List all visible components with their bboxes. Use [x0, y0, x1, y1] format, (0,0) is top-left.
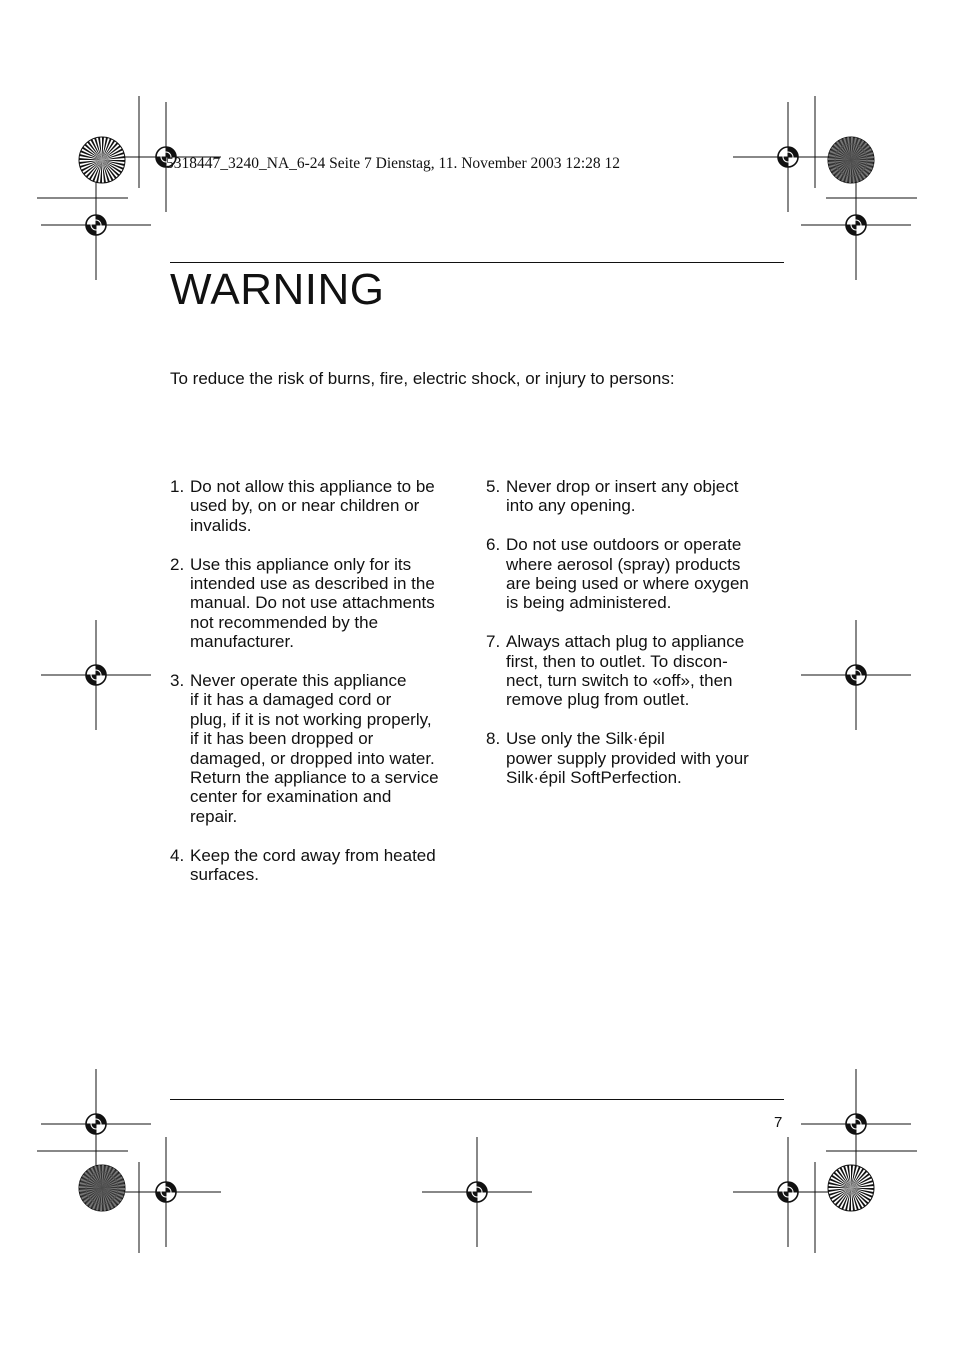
warning-line: where aerosol (spray) products: [506, 554, 741, 574]
warning-item: [486, 535, 786, 613]
warning-line: invalids.: [190, 515, 252, 535]
color-star-target-icon: [828, 137, 874, 183]
warning-text: [190, 671, 470, 826]
registration-target-icon: [733, 102, 843, 212]
warnings-right-column: [486, 477, 786, 807]
registration-target-icon: [41, 1069, 151, 1179]
page-title: WARNING: [170, 265, 385, 314]
warning-number: 5.: [486, 477, 501, 496]
warning-line: Silk·épil SoftPerfection.: [506, 768, 682, 788]
color-star-target-icon: [79, 1165, 125, 1211]
warning-item: [486, 632, 786, 710]
intro-text: To reduce the risk of burns, fire, electric shock, or injury to persons:: [170, 369, 675, 388]
color-star-target-icon: [828, 1165, 874, 1211]
warning-number: 4.: [170, 845, 185, 865]
registration-target-icon: [422, 1137, 532, 1247]
warning-line: plug, if it is not working properly,: [190, 709, 432, 729]
warning-line: Do not use outdoors or operate: [506, 535, 742, 555]
warning-line: remove plug from outlet.: [506, 690, 690, 710]
warning-text: [506, 477, 786, 516]
warning-line: if it has been dropped or: [190, 729, 374, 749]
warning-item: [170, 555, 470, 652]
warning-line: if it has a damaged cord or: [190, 690, 392, 710]
warning-line: is being administered.: [506, 593, 672, 613]
warning-number: 6.: [486, 535, 501, 555]
warning-line: into any opening.: [506, 496, 636, 516]
print-slug: 5318447_3240_NA_6-24 Seite 7 Dienstag, 11. November 2003 12:28 12: [166, 155, 621, 172]
registration-target-icon: [801, 620, 911, 730]
warning-line: power supply provided with your: [506, 748, 749, 768]
warning-line: Use this appliance only for its: [190, 554, 412, 574]
registration-target-icon: [41, 170, 151, 280]
warnings-left-column: [170, 477, 470, 904]
warning-number: 7.: [486, 632, 501, 652]
registration-target-icon: [801, 1069, 911, 1179]
warning-line: intended use as described in the: [190, 574, 435, 594]
warning-line: manufacturer.: [190, 632, 294, 652]
warning-text: [190, 477, 470, 535]
warning-item: [486, 729, 786, 787]
warning-line: used by, on or near children or: [190, 496, 420, 516]
warning-line: manual. Do not use attachments: [190, 593, 435, 613]
warning-text: [506, 729, 786, 787]
warning-line: surfaces.: [190, 865, 259, 885]
warning-item: [170, 477, 470, 535]
warning-line: Never drop or insert any object: [506, 477, 739, 496]
warning-item: [170, 671, 470, 826]
warning-line: Do not allow this appliance to be: [190, 477, 435, 496]
warning-text: [190, 555, 470, 652]
warning-number: 8.: [486, 729, 501, 749]
warning-line: center for examination and: [190, 787, 392, 807]
warning-text: [506, 535, 786, 613]
warning-text: [506, 632, 786, 710]
warning-number: 3.: [170, 671, 185, 691]
warning-item: [486, 477, 786, 516]
warning-line: first, then to outlet. To discon-: [506, 651, 728, 671]
warning-number: 2.: [170, 554, 185, 574]
warning-line: are being used or where oxygen: [506, 574, 749, 594]
registration-target-icon: [111, 1137, 221, 1247]
warning-line: Keep the cord away from heated: [190, 845, 436, 865]
registration-target-icon: [41, 620, 151, 730]
top-rule: [170, 262, 784, 263]
warning-line: Use only the Silk·épil: [506, 729, 665, 749]
warning-line: repair.: [190, 806, 238, 826]
warning-item: [170, 846, 470, 885]
warning-line: Return the appliance to a service: [190, 768, 439, 788]
registration-target-icon: [801, 170, 911, 280]
warning-text: [190, 846, 470, 885]
warning-line: Always attach plug to appliance: [506, 632, 745, 652]
bottom-rule: [170, 1099, 784, 1100]
warning-line: not recommended by the: [190, 612, 379, 632]
registration-target-icon: [733, 1137, 843, 1247]
warning-line: damaged, or dropped into water.: [190, 748, 435, 768]
warning-number: 1.: [170, 477, 185, 496]
warning-line: Never operate this appliance: [190, 671, 407, 691]
page-number: 7: [774, 1114, 783, 1131]
warning-line: nect, turn switch to «off», then: [506, 671, 733, 691]
color-star-target-icon: [79, 137, 125, 183]
